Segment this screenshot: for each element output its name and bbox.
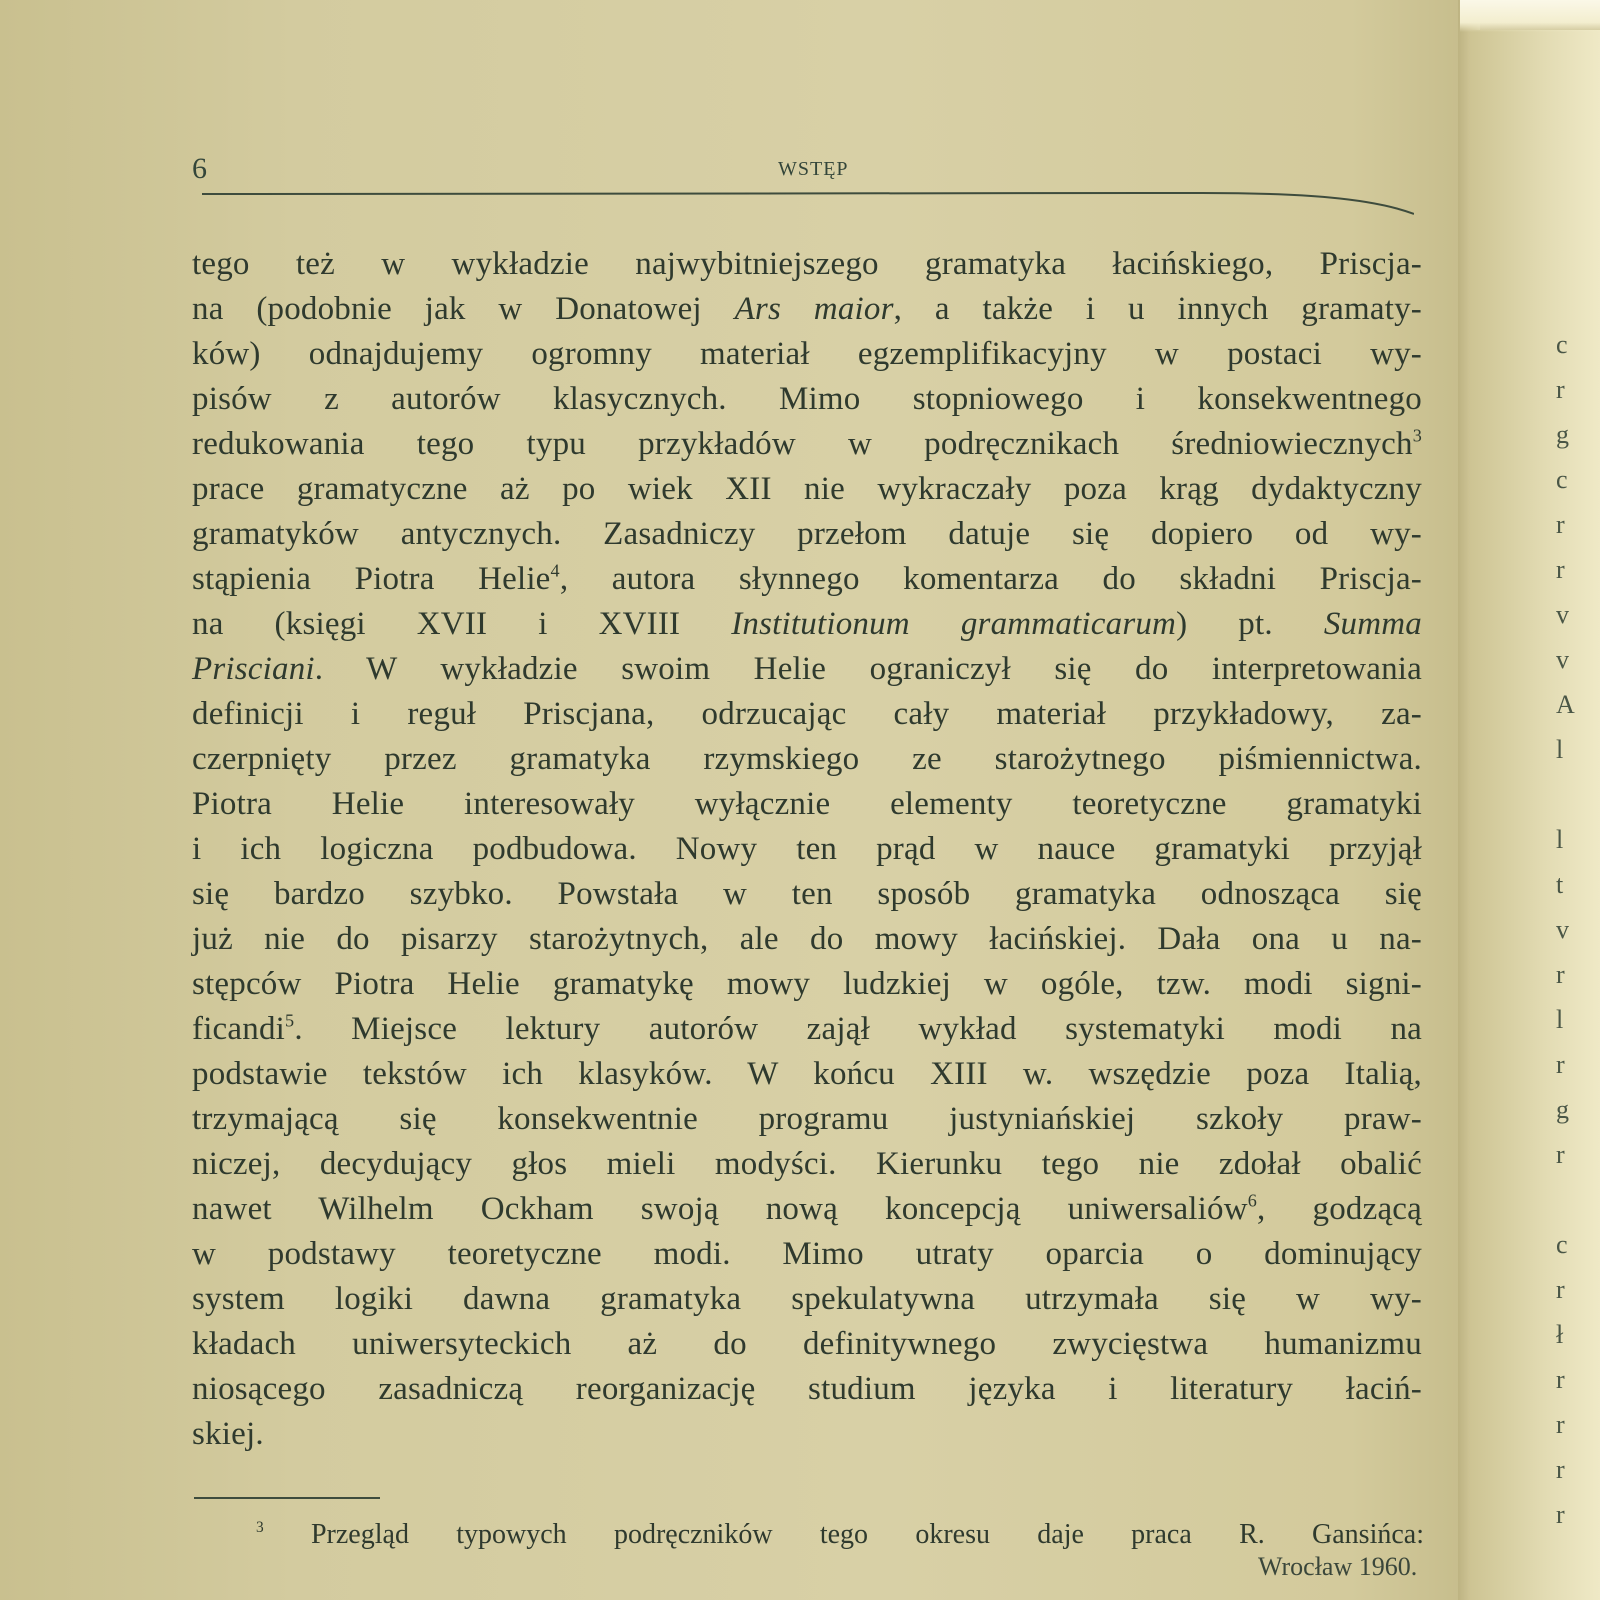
text-line: w podstawy teoretyczne modi. Mimo utraty oparcia o dominujący [192, 1236, 1422, 1272]
text-line: gramatyków antycznych. Zasadniczy przełom datuje się dopiero od wy- [192, 516, 1422, 552]
text-line: niczej, decydujący głos mieli modyści. Kierunku tego nie zdołał obalić [192, 1146, 1422, 1182]
facing-page-letter: r [1556, 510, 1565, 539]
text-line: czerpnięty przez gramatyka rzymskiego ze starożytnego piśmiennictwa. [192, 741, 1422, 777]
facing-page-letter: r [1556, 1500, 1565, 1529]
text-line: nawet Wilhelm Ockham swoją nową koncepcją uniwersaliów$^6$, godzącą [192, 1190, 1422, 1227]
facing-page-letter: v [1556, 600, 1569, 629]
footnote-3: $^3$ Przegląd typowych podręczników tego okresu daje praca R. Gansińca: [256, 1519, 1424, 1550]
text-line: ficandi$^5$. Miejsce lektury autorów zajął wykład systematyki modi na [192, 1010, 1422, 1047]
text-line: i ich logiczna podbudowa. Nowy ten prąd w nauce gramatyki przyjął [192, 831, 1422, 867]
facing-page-letter: r [1556, 1275, 1565, 1304]
text-line: na (podobnie jak w Donatowej Ars maior, a także i u innych gramaty- [192, 291, 1422, 327]
text-line: się bardzo szybko. Powstała w ten sposób gramatyka odnosząca się [192, 876, 1422, 912]
page-number: 6 [192, 152, 207, 185]
facing-page-letter: ł [1556, 1320, 1564, 1349]
text-line: Prisciani. W wykładzie swoim Helie ograniczył się do interpretowania [192, 651, 1422, 687]
text-line: skiej. [192, 1416, 264, 1452]
facing-page-letter: r [1556, 1365, 1565, 1394]
text-line: stępców Piotra Helie gramatykę mowy ludzkiej w ogóle, tzw. modi signi- [192, 966, 1422, 1002]
header-rule [202, 190, 1414, 220]
facing-page [1470, 30, 1600, 1600]
facing-page-letter: g [1556, 1095, 1569, 1124]
facing-page-letter: l [1556, 825, 1564, 854]
facing-page-letter: r [1556, 960, 1565, 989]
facing-page-letter [1556, 772, 1576, 817]
text-line: Piotra Helie interesowały wyłącznie elementy teoretyczne gramatyki [192, 786, 1422, 822]
facing-page-letter: r [1556, 1455, 1565, 1484]
facing-page-letter: c [1556, 465, 1568, 494]
text-line: pisów z autorów klasycznych. Mimo stopniowego i konsekwentnego [192, 381, 1422, 417]
facing-page-letter: v [1556, 645, 1569, 674]
facing-page-letter: r [1556, 555, 1565, 584]
text-line: redukowania tego typu przykładów w podręcznikach średniowiecznych$^3$ [192, 425, 1422, 462]
text-line: prace gramatyczne aż po wiek XII nie wykraczały poza krąg dydaktyczny [192, 471, 1422, 507]
facing-page-letter: v [1556, 915, 1569, 944]
text-line: system logiki dawna gramatyka spekulatywna utrzymała się w wy- [192, 1281, 1422, 1317]
facing-page-letter: A [1556, 690, 1575, 719]
facing-page-text-edge [1556, 322, 1576, 1537]
footnote-rule [194, 1497, 380, 1499]
facing-page-letter [1556, 1177, 1576, 1222]
facing-page-letter: t [1556, 870, 1564, 899]
facing-page-letter: l [1556, 1005, 1564, 1034]
text-line: definicji i reguł Priscjana, odrzucając cały materiał przykładowy, za- [192, 696, 1422, 732]
facing-page-letter: c [1556, 1230, 1568, 1259]
text-line: stąpienia Piotra Helie$^4$, autora słynnego komentarza do składni Priscja- [192, 560, 1422, 597]
text-line: tego też w wykładzie najwybitniejszego gramatyka łacińskiego, Priscja- [192, 246, 1422, 282]
text-line: już nie do pisarzy starożytnych, ale do mowy łacińskiej. Dała ona u na- [192, 921, 1422, 957]
facing-page-letter: r [1556, 1140, 1565, 1169]
facing-page-letter: l [1556, 735, 1564, 764]
running-head: WSTĘP [778, 158, 849, 180]
text-line: kładach uniwersyteckich aż do definitywnego zwycięstwa humanizmu [192, 1326, 1422, 1362]
text-line: ków) odnajdujemy ogromny materiał egzemplifikacyjny w postaci wy- [192, 336, 1422, 372]
text-line: na (księgi XVII i XVIII Institutionum grammaticarum) pt. Summa [192, 606, 1422, 642]
facing-page-letter: g [1556, 420, 1569, 449]
facing-page-letter: r [1556, 1410, 1565, 1439]
text-line: niosącego zasadniczą reorganizację studium języka i literatury łaciń- [192, 1371, 1422, 1407]
facing-page-letter: r [1556, 1050, 1565, 1079]
facing-page-letter: c [1556, 330, 1568, 359]
light-glare [1460, 0, 1600, 32]
text-line: trzymającą się konsekwentnie programu justyniańskiej szkoły praw- [192, 1101, 1422, 1137]
body-text [192, 242, 1422, 1457]
facing-page-letter: r [1556, 375, 1565, 404]
text-line: podstawie tekstów ich klasyków. W końcu XIII w. wszędzie poza Italią, [192, 1056, 1422, 1092]
footnote-3-cut-tail: Wrocław 1960. [1258, 1552, 1418, 1581]
